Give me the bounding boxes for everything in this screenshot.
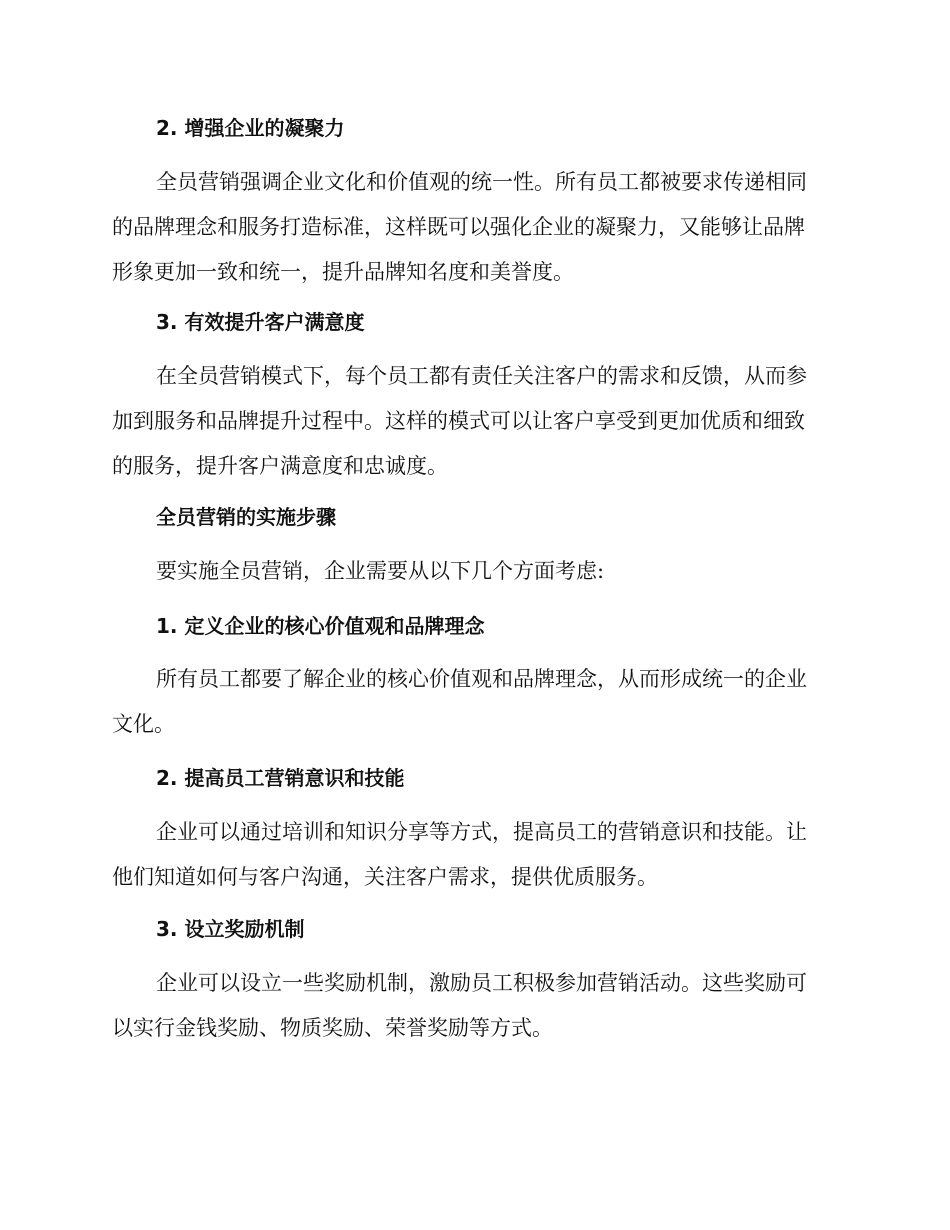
section-heading-steps: 全员营销的实施步骤 [156, 505, 336, 529]
section-heading-skills: 2. 提高员工营销意识和技能 [156, 766, 405, 790]
paragraph-cohesion [112, 160, 838, 295]
paragraph-line: 他们知道如何与客户沟通，关注客户需求，提供优质服务。 [112, 865, 658, 889]
paragraph-line: 企业可以通过培训和知识分享等方式，提高员工的营销意识和技能。让 [156, 820, 807, 844]
section-heading-core-values: 1. 定义企业的核心价值观和品牌理念 [156, 614, 485, 638]
paragraph-satisfaction [112, 354, 838, 489]
paragraph-line: 形象更加一致和统一，提升品牌知名度和美誉度。 [112, 260, 574, 284]
paragraph-line: 以实行金钱奖励、物质奖励、荣誉奖励等方式。 [112, 1016, 553, 1040]
paragraph-line: 所有员工都要了解企业的核心价值观和品牌理念，从而形成统一的企业 [156, 667, 807, 691]
paragraph-line: 要实施全员营销，企业需要从以下几个方面考虑: [156, 559, 605, 583]
paragraph-line: 全员营销强调企业文化和价值观的统一性。所有员工都被要求传递相同 [156, 170, 807, 194]
paragraph-steps-intro [112, 549, 838, 594]
paragraph-line: 企业可以设立一些奖励机制，激励员工积极参加营销活动。这些奖励可 [156, 971, 807, 995]
paragraph-skills [112, 810, 838, 900]
paragraph-core-values [112, 657, 838, 747]
section-heading-rewards: 3. 设立奖励机制 [156, 917, 305, 941]
section-heading-cohesion: 2. 增强企业的凝聚力 [156, 116, 345, 140]
paragraph-line: 加到服务和品牌提升过程中。这样的模式可以让客户享受到更加优质和细致 [112, 409, 805, 433]
paragraph-rewards [112, 961, 838, 1051]
paragraph-line: 的品牌理念和服务打造标准，这样既可以强化企业的凝聚力，又能够让品牌 [112, 215, 805, 239]
paragraph-line: 的服务，提升客户满意度和忠诚度。 [112, 454, 448, 478]
section-heading-satisfaction: 3. 有效提升客户满意度 [156, 310, 365, 334]
paragraph-line: 文化。 [112, 712, 175, 736]
paragraph-line: 在全员营销模式下，每个员工都有责任关注客户的需求和反馈，从而参 [156, 364, 807, 388]
